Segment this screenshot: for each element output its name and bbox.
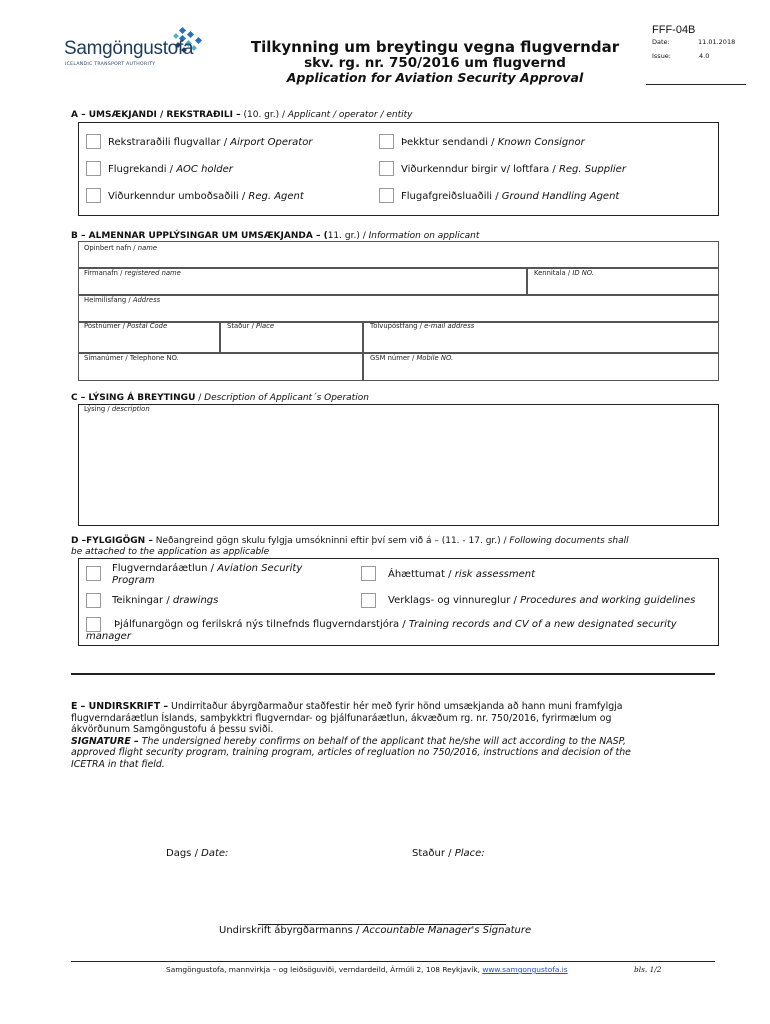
section-e-text: E – UNDIRSKRIFT – Undirritaður ábyrgðarmaður staðfestir hér með fyrir hönd umsækjanda að hann muni framfylgja flugverndaráætlun Íslands, samþykktri flugverndar- og þjálfunaráætlun, ákvæðum rg. nr. 750/2016, fyrirmælum og ákvörðunum Samgöngustofu á þessu sviði. SIGNATURE – The undersigned hereby confirms on behalf of the applicant that he/she will act according to the NASP, approved flight security program, training program, articles of regluation no 750/2016, instructions and decision of the ICETRA in that field. — [71, 701, 631, 770]
date-field-label: Dags / Date: — [166, 848, 229, 859]
signature-label: Undirskrift ábyrgðarmanns / Accountable Manager's Signature — [219, 925, 532, 936]
logo — [62, 26, 212, 70]
checkbox-reg-supplier[interactable] — [379, 161, 394, 176]
title-line-1: Tilkynning um breytingu vegna flugverndar — [250, 38, 620, 56]
label-place: Staður / Place — [227, 322, 275, 330]
date-value: 11.01.2018 — [698, 38, 736, 46]
option-procedures: Verklags- og vinnureglur / Procedures and working guidelines — [388, 595, 696, 606]
option-ground-handling: Flugafgreiðsluaðili / Ground Handling Agent — [401, 191, 620, 202]
checkbox-known-consignor[interactable] — [379, 134, 394, 149]
logo-text: Samgöngustofa — [64, 38, 194, 59]
checkbox-aviation-security-program[interactable] — [86, 566, 101, 581]
checkbox-drawings[interactable] — [86, 593, 101, 608]
date-label: Date: — [652, 38, 670, 46]
section-b-heading: B – ALMENNAR UPPLÝSINGAR UM UMSÆKJANDA – (11. gr.) / Information on applicant — [71, 231, 480, 241]
field-official-name[interactable] — [78, 241, 719, 268]
title-line-3: Application for Aviation Security Approval — [286, 70, 584, 85]
label-email: Tölvupóstfang / e-mail address — [370, 322, 475, 330]
option-aviation-security-program: Flugverndaráætlun / Aviation Security Program — [112, 563, 303, 586]
option-training-records: Þjálfunargögn og ferilskrá nýs tilnefnds flugverndarstjóra / Training records and CV of a new designated security manager — [86, 619, 677, 642]
issue-value: 4.0 — [699, 52, 710, 60]
section-divider — [71, 673, 715, 675]
option-drawings: Teikningar / drawings — [112, 595, 219, 606]
form-code: FFF-04B — [652, 24, 696, 36]
page-number: bls. 1/2 — [634, 965, 662, 974]
header-rule — [646, 84, 746, 85]
label-postal-code: Póstnúmer / Postal Code — [84, 322, 168, 330]
section-a-heading: A – UMSÆKJANDI / REKSTRAÐILI – (10. gr.) / Applicant / operator / entity — [71, 110, 413, 120]
option-airport-operator: Rekstraraðili flugvallar / Airport Operator — [108, 137, 313, 148]
checkbox-risk-assessment[interactable] — [361, 566, 376, 581]
option-aoc-holder: Flugrekandi / AOC holder — [108, 164, 233, 175]
issue-label: Issue: — [652, 52, 671, 60]
checkbox-airport-operator[interactable] — [86, 134, 101, 149]
label-official-name: Opinbert nafn / name — [84, 244, 158, 252]
option-reg-supplier: Viðurkenndur birgir v/ loftfara / Reg. Supplier — [401, 164, 626, 175]
option-risk-assessment: Áhættumat / risk assessment — [388, 569, 536, 580]
label-address: Heimilisfang / Address — [84, 296, 161, 304]
checkbox-reg-agent[interactable] — [86, 188, 101, 203]
section-c-heading: C – LÝSING Á BREYTINGU / Description of Applicant´s Operation — [71, 393, 369, 403]
section-d-heading-line-1: D –FYLGIGÖGN – Neðangreind gögn skulu fylgja umsókninni eftir því sem við á – (11. - 17. gr.) / Following documents shall — [71, 536, 629, 546]
place-field-label: Staður / Place: — [412, 848, 485, 859]
option-known-consignor: Þekktur sendandi / Known Consignor — [401, 137, 585, 148]
field-description[interactable] — [78, 404, 719, 526]
label-id-no: Kennitala / ID NO. — [534, 269, 595, 277]
title-line-2: skv. rg. nr. 750/2016 um flugvernd — [304, 55, 566, 71]
label-description: Lýsing / description — [84, 405, 150, 413]
footer-rule — [71, 961, 715, 962]
footer-text: Samgöngustofa, mannvirkja – og leiðsöguviði, verndardeild, Ármúli 2, 108 Reykjavík, www.samgongustofa.is — [166, 965, 568, 974]
checkbox-aoc-holder[interactable] — [86, 161, 101, 176]
label-gsm: GSM númer / Mobile NO. — [370, 354, 454, 362]
checkbox-ground-handling[interactable] — [379, 188, 394, 203]
logo-subtitle: ICELANDIC TRANSPORT AUTHORITY — [65, 62, 156, 67]
checkbox-procedures[interactable] — [361, 593, 376, 608]
label-phone: Símanúmer / Telephone NO. — [84, 354, 179, 362]
label-company-name: Firmanafn / registered name — [84, 269, 181, 277]
section-d-heading-line-2: be attached to the application as applicable — [71, 547, 270, 557]
option-reg-agent: Viðurkenndur umboðsaðili / Reg. Agent — [108, 191, 304, 202]
footer-link[interactable]: www.samgongustofa.is — [482, 965, 568, 974]
field-address[interactable] — [78, 295, 719, 322]
